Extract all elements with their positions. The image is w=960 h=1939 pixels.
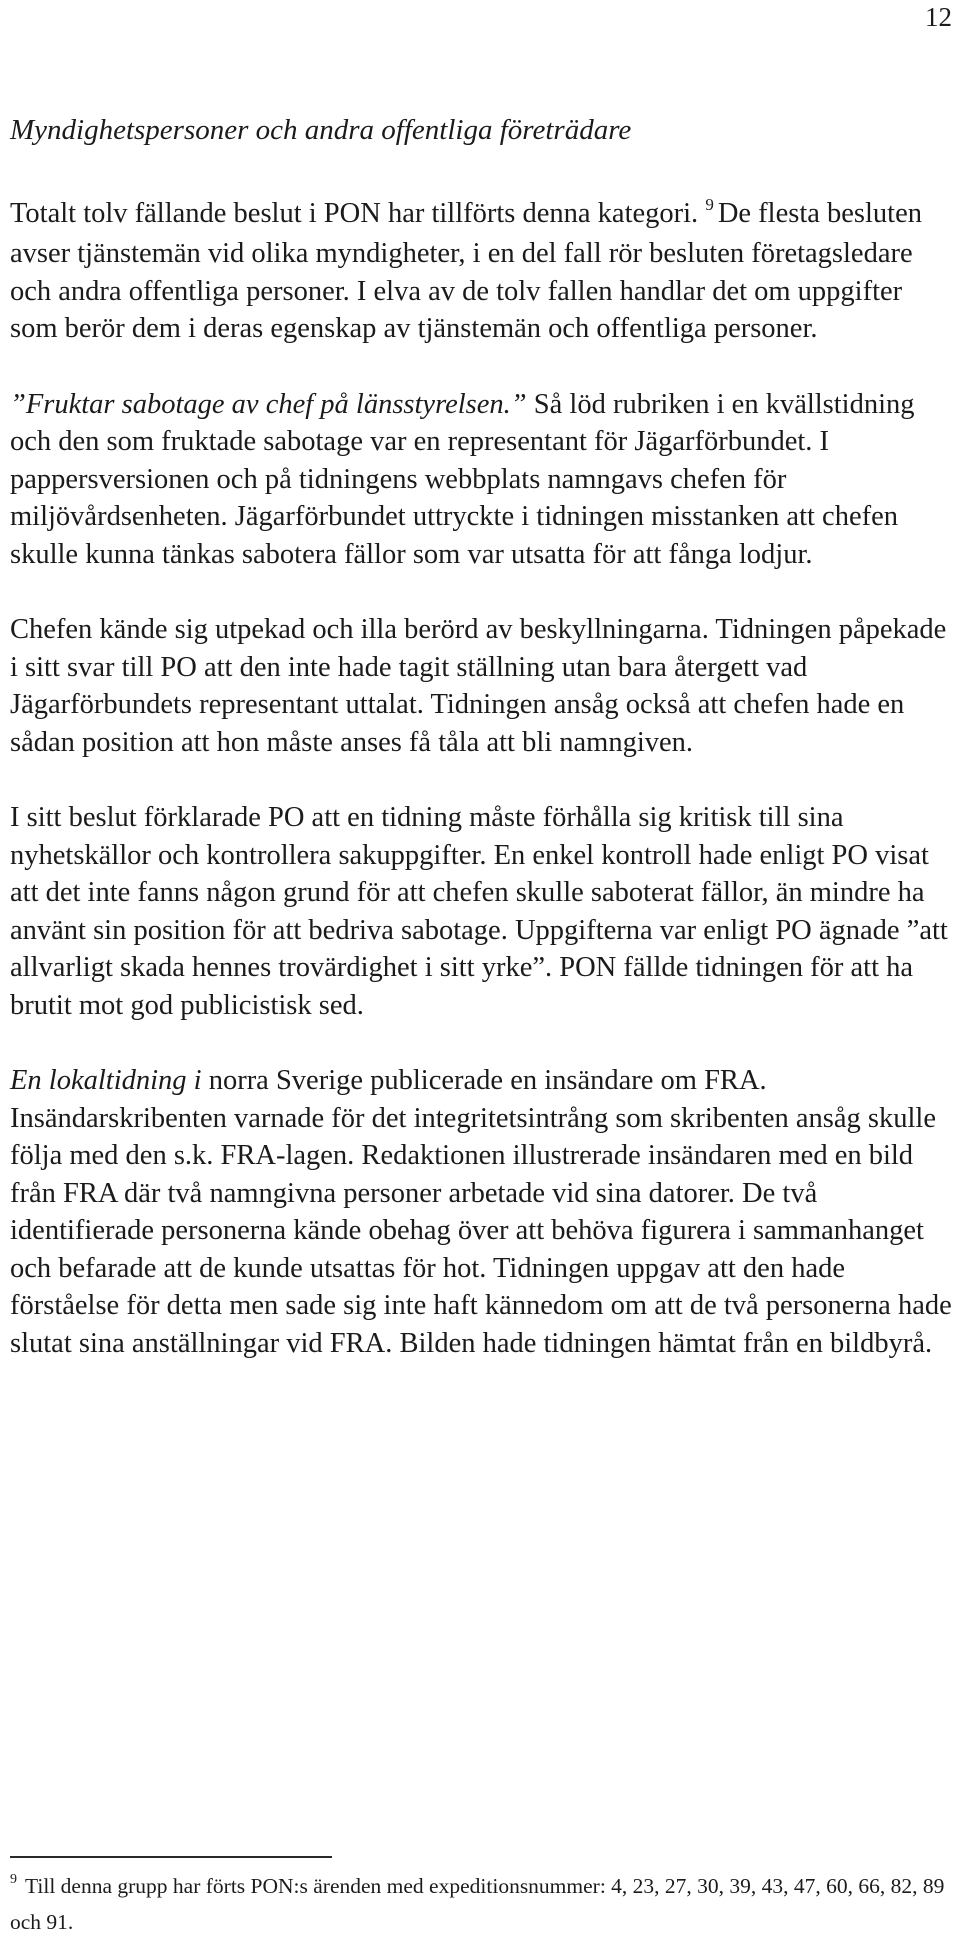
paragraph-5 xyxy=(10,1062,955,1362)
footnote-number: 9 xyxy=(10,1872,17,1887)
paragraph-5-lead: En lokaltidning i xyxy=(10,1065,202,1096)
footnote-divider xyxy=(10,1856,332,1858)
footnote-text: Till denna grupp har förts PON:s ärenden med expeditionsnummer: 4, 23, 27, 30, 39, 43, 47, 60, 66, 82, 89 och 91. xyxy=(10,1874,945,1934)
paragraph-3: Chefen kände sig utpekad och illa berörd av beskyllningarna. Tidningen påpekade i sitt svar till PO att den inte hade tagit ställning utan bara återgett vad Jägarförbundets representant uttalat. Tidningen ansåg också att chefen hade en sådan position att hon måste anses få tåla att bli namngiven. xyxy=(10,614,947,758)
paragraph-1-text-b: De flesta besluten avser tjänstemän vid olika myndigheter, i en del fall rör besluten företagsledare och andra offentliga personer. I elva av de tolv fallen handlar det om uppgifter som berör dem i deras egenskap av tjänstemän och offentliga personer. xyxy=(10,197,922,344)
paragraph-1 xyxy=(10,195,955,348)
footnote-reference[interactable]: 9 xyxy=(705,194,714,214)
paragraph-2-text: Så löd rubriken i en kvällstidning och den som fruktade sabotage var en representant för Jägarförbundet. I pappersversionen och på tidningens webbplats namngavs chefen för miljövårdsenheten. Jägarförbundet uttryckte i tidningen misstanken att chefen skulle kunna tänkas sabotera fällor som var utsatta för att fånga lodjur. xyxy=(10,388,915,570)
paragraph-2-headline-quote: ”Fruktar sabotage av chef på länsstyrelsen.” xyxy=(10,388,527,420)
paragraph-1-text-a: Totalt tolv fällande beslut i PON har tillförts denna kategori. xyxy=(10,197,699,229)
section-heading: Myndighetspersoner och andra offentliga företrädare xyxy=(10,114,632,146)
footnote xyxy=(10,1870,955,1939)
paragraph-2 xyxy=(10,386,955,574)
paragraph-4: I sitt beslut förklarade PO att en tidning måste förhålla sig kritisk till sina nyhetskällor och kontrollera sakuppgifter. En enkel kontroll hade enligt PO visat att det inte fanns någon grund för att chefen skulle saboterat fällor, än mindre ha använt sin position för att bedriva sabotage. Uppgifterna var enligt PO ägnade ”att allvarligt skada hennes trovärdighet i sitt yrke”. PON fällde tidningen för att ha brutit mot god publicistisk sed. xyxy=(10,802,948,1021)
paragraph-5-text: norra Sverige publicerade en insändare om FRA. Insändarskribenten varnade för det integritetsintrång som skribenten ansåg skulle följa med den s.k. FRA-lagen. Redaktionen illustrerade insändaren med en bild från FRA där två namngivna personer arbetade vid sina datorer. De två identifierade personerna kände obehag över att behöva figurera i sammanhanget och befarade att de kunde utsattas för hot. Tidningen uppgav att den hade förståelse för detta men sade sig inte haft kännedom om att de två personerna hade slutat sina anställningar vid FRA. Bilden hade tidningen hämtat från en bildbyrå. xyxy=(10,1065,952,1359)
article-body xyxy=(10,112,955,1400)
page-number: 12 xyxy=(925,2,952,32)
